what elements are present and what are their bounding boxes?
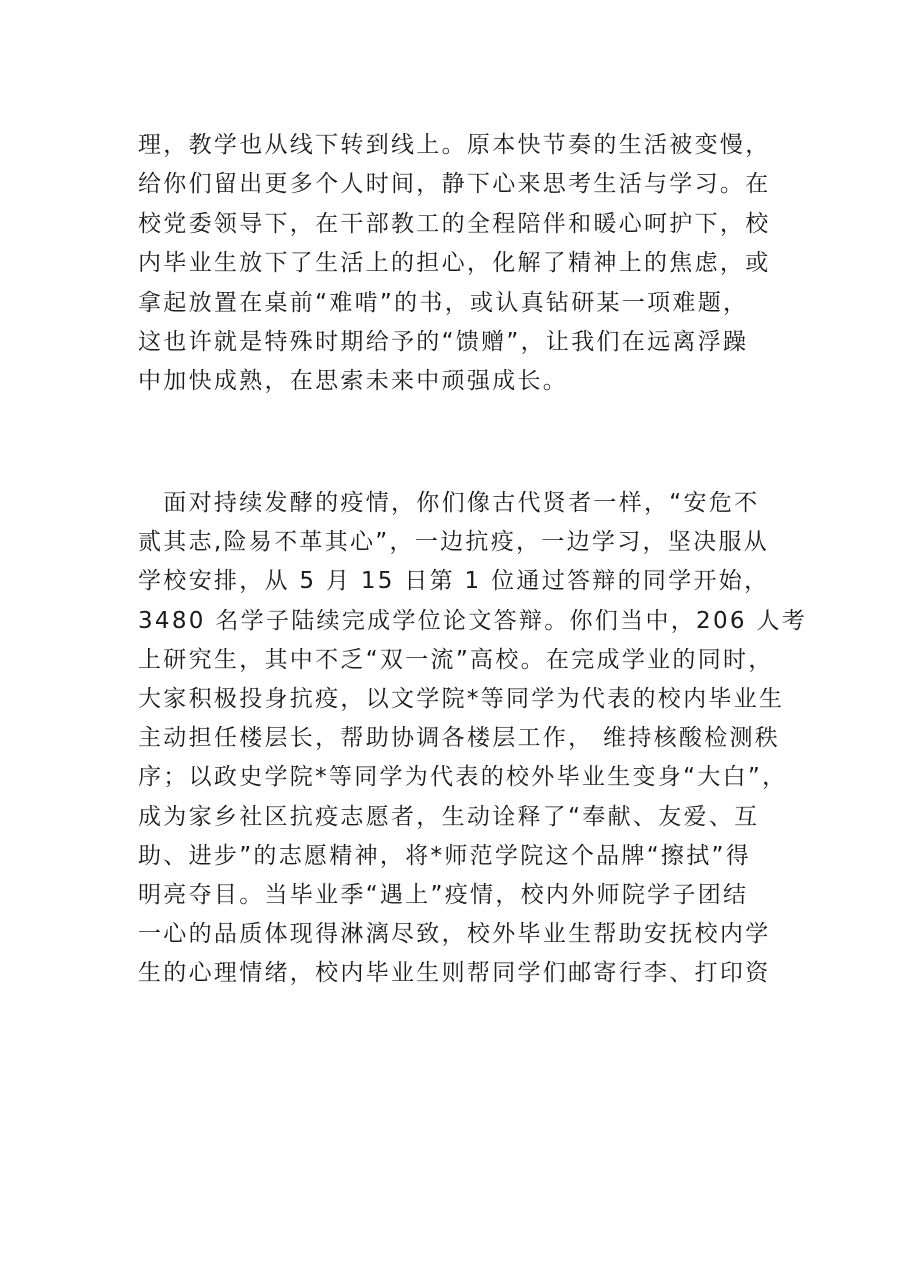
- text-line: 明亮夺目。当毕业季“遇上”疫情，校内外师院学子团结: [138, 881, 749, 908]
- text-line: 给你们留出更多个人时间，静下心来思考生活与学习。在: [138, 171, 771, 198]
- paragraph-2: [138, 484, 818, 993]
- text-line: 拿起放置在桌前“难啃”的书，或认真钻研某一项难题，: [138, 289, 749, 316]
- text-line: 主动担任楼层长，帮助协调各楼层工作， 维持核酸检测秩: [138, 725, 781, 752]
- text-line: 理，教学也从线下转到线上。原本快节奏的生活被变慢，: [138, 132, 771, 158]
- text-line: 内毕业生放下了生活上的担心，化解了精神上的焦虑，或: [138, 250, 771, 277]
- paragraph-1: [138, 126, 818, 402]
- text-line: 上研究生，其中不乏“双一流”高校。在完成学业的同时，: [138, 646, 774, 673]
- text-line: 面对持续发酵的疫情，你们像古代贤者一样，“安危不: [138, 490, 760, 516]
- text-line: 中加快成熟，在思索未来中顽强成长。: [138, 368, 569, 395]
- text-line: 学校安排，从 5 月 15 日第 1 位通过答辩的同学开始，: [138, 568, 770, 595]
- text-line: 3480 名学子陆续完成学位论文答辩。你们当中，206 人考: [138, 607, 808, 634]
- text-line: 大家积极投身抗疫，以文学院*等同学为代表的校内毕业生: [138, 685, 785, 712]
- text-line: 一心的品质体现得淋漓尽致，校外毕业生帮助安抚校内学: [138, 921, 771, 948]
- text-line: 序；以政史学院*等同学为代表的校外毕业生变身“大白”，: [138, 764, 788, 791]
- text-line: 校党委领导下，在干部教工的全程陪伴和暖心呵护下，校: [138, 210, 771, 237]
- text-line: 助、进步”的志愿精神，将*师范学院这个品牌“擦拭”得: [138, 842, 752, 869]
- text-line: 生的心理情绪，校内毕业生则帮同学们邮寄行李、打印资: [138, 960, 771, 987]
- text-line: 这也许就是特殊时期给予的“馈赠”，让我们在远离浮躁: [138, 328, 749, 355]
- text-line: 成为家乡社区抗疫志愿者，生动诠释了“奉献、友爱、互: [138, 803, 760, 830]
- text-line: 贰其志,险易不革其心”，一边抗疫，一边学习，坚决服从: [138, 529, 770, 556]
